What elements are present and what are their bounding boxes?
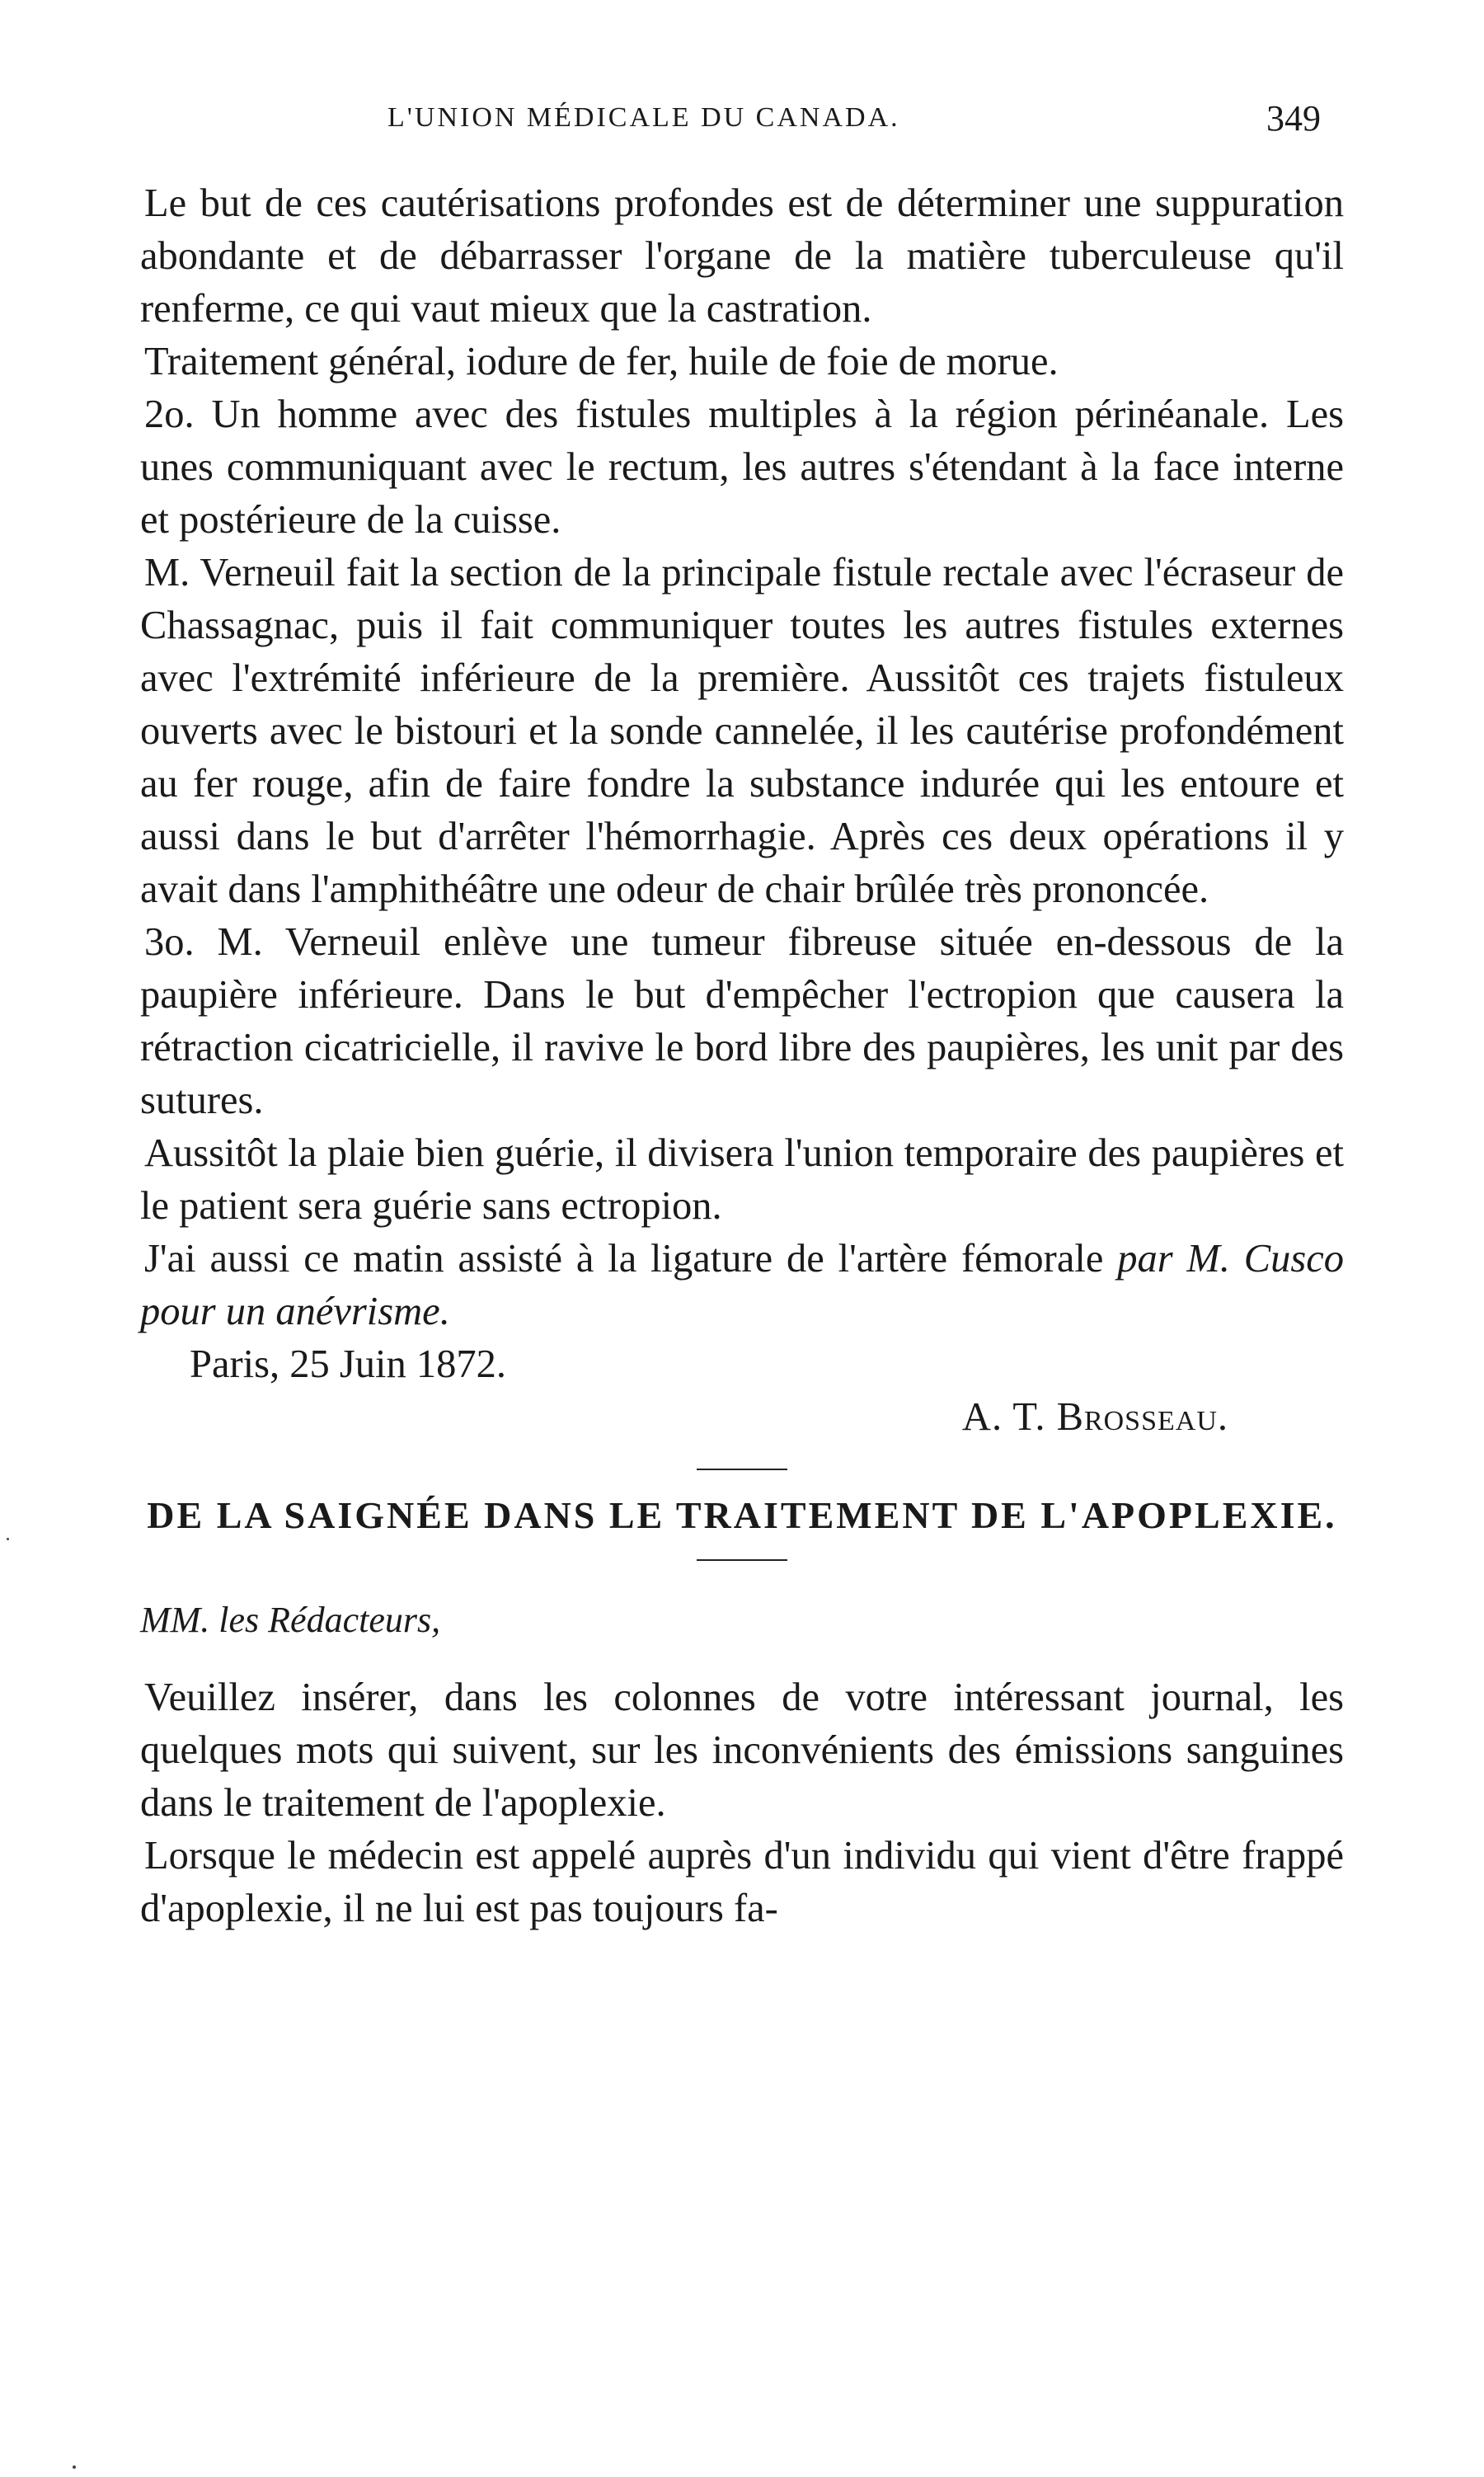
page-number: 349 bbox=[1266, 98, 1321, 139]
salutation: MM. les Rédacteurs, bbox=[140, 1600, 441, 1640]
running-head bbox=[140, 97, 1344, 147]
section-divider-top bbox=[697, 1469, 787, 1470]
article-title: DE LA SAIGNÉE DANS LE TRAITEMENT DE L'APOPLEXIE. bbox=[147, 1494, 1337, 1536]
section-divider-bottom bbox=[697, 1559, 787, 1561]
page-body bbox=[140, 177, 1344, 1935]
paragraph-case-3-tumeur: 3o. M. Verneuil enlève une tumeur fibreuse située en-dessous de la paupière inférieure. Dans le but d'empêcher l'ectropion que causera la rétraction cicatricielle, il ravive le bord libre des paupières, les unit par des sutures. bbox=[140, 920, 1344, 1122]
paragraph-ligature bbox=[140, 1233, 1344, 1338]
paper-speck bbox=[7, 1538, 9, 1540]
paragraph-verneuil-operation: M. Verneuil fait la section de la principale fistule rectale avec l'écraseur de Chassagnac, puis il fait communiquer toutes les autres fistules externes avec l'extrémité inférieure de la première. Aussitôt ces trajets fistuleux ouverts avec le bistouri et la sonde cannelée, il les cautérise profondément au fer rouge, afin de faire fondre la substance indurée qui les entoure et aussi dans le but d'arrêter l'hémorrhagie. Après ces deux opérations il y avait dans l'amphithéâtre une odeur de chair brûlée très prononcée. bbox=[140, 551, 1344, 911]
paragraph-healing: Aussitôt la plaie bien guérie, il divisera l'union temporaire des paupières et le patient sera guérie sans ectropion. bbox=[140, 1131, 1344, 1228]
paper-speck bbox=[73, 2465, 76, 2469]
paragraph-general-treatment: Traitement général, iodure de fer, huile de foie de morue. bbox=[144, 340, 1059, 383]
ligature-text: J'ai aussi ce matin assisté à la ligature de l'artère fémorale bbox=[144, 1237, 1118, 1281]
running-title: L'UNION MÉDICALE DU CANADA. bbox=[387, 102, 900, 133]
paragraph-request: Veuillez insérer, dans les colonnes de votre intéressant journal, les quelques mots qui suivent, sur les inconvénients des émissions sanguines dans le traitement de l'apoplexie. bbox=[140, 1676, 1344, 1825]
dateline: Paris, 25 Juin 1872. bbox=[190, 1342, 506, 1386]
paragraph-apoplexy-intro: Lorsque le médecin est appelé auprès d'un individu qui vient d'être frappé d'apoplexie, il ne lui est pas toujours fa- bbox=[140, 1834, 1344, 1930]
author-signature: A. T. Brosseau. bbox=[961, 1395, 1228, 1439]
paragraph-case-2-fistules: 2o. Un homme avec des fistules multiples à la région périnéanale. Les unes communiquant avec le rectum, les autres s'étendant à la face interne et postérieure de la cuisse. bbox=[140, 392, 1344, 542]
ligature-italic-text: par M. Cusco pour un anévrisme. bbox=[140, 1237, 1344, 1333]
paragraph-cauterisation-purpose: Le but de ces cautérisations profondes est de déterminer une suppuration abondante et de débarrasser l'organe de la matière tuberculeuse qu'il renferme, ce qui vaut mieux que la castration. bbox=[140, 181, 1344, 331]
